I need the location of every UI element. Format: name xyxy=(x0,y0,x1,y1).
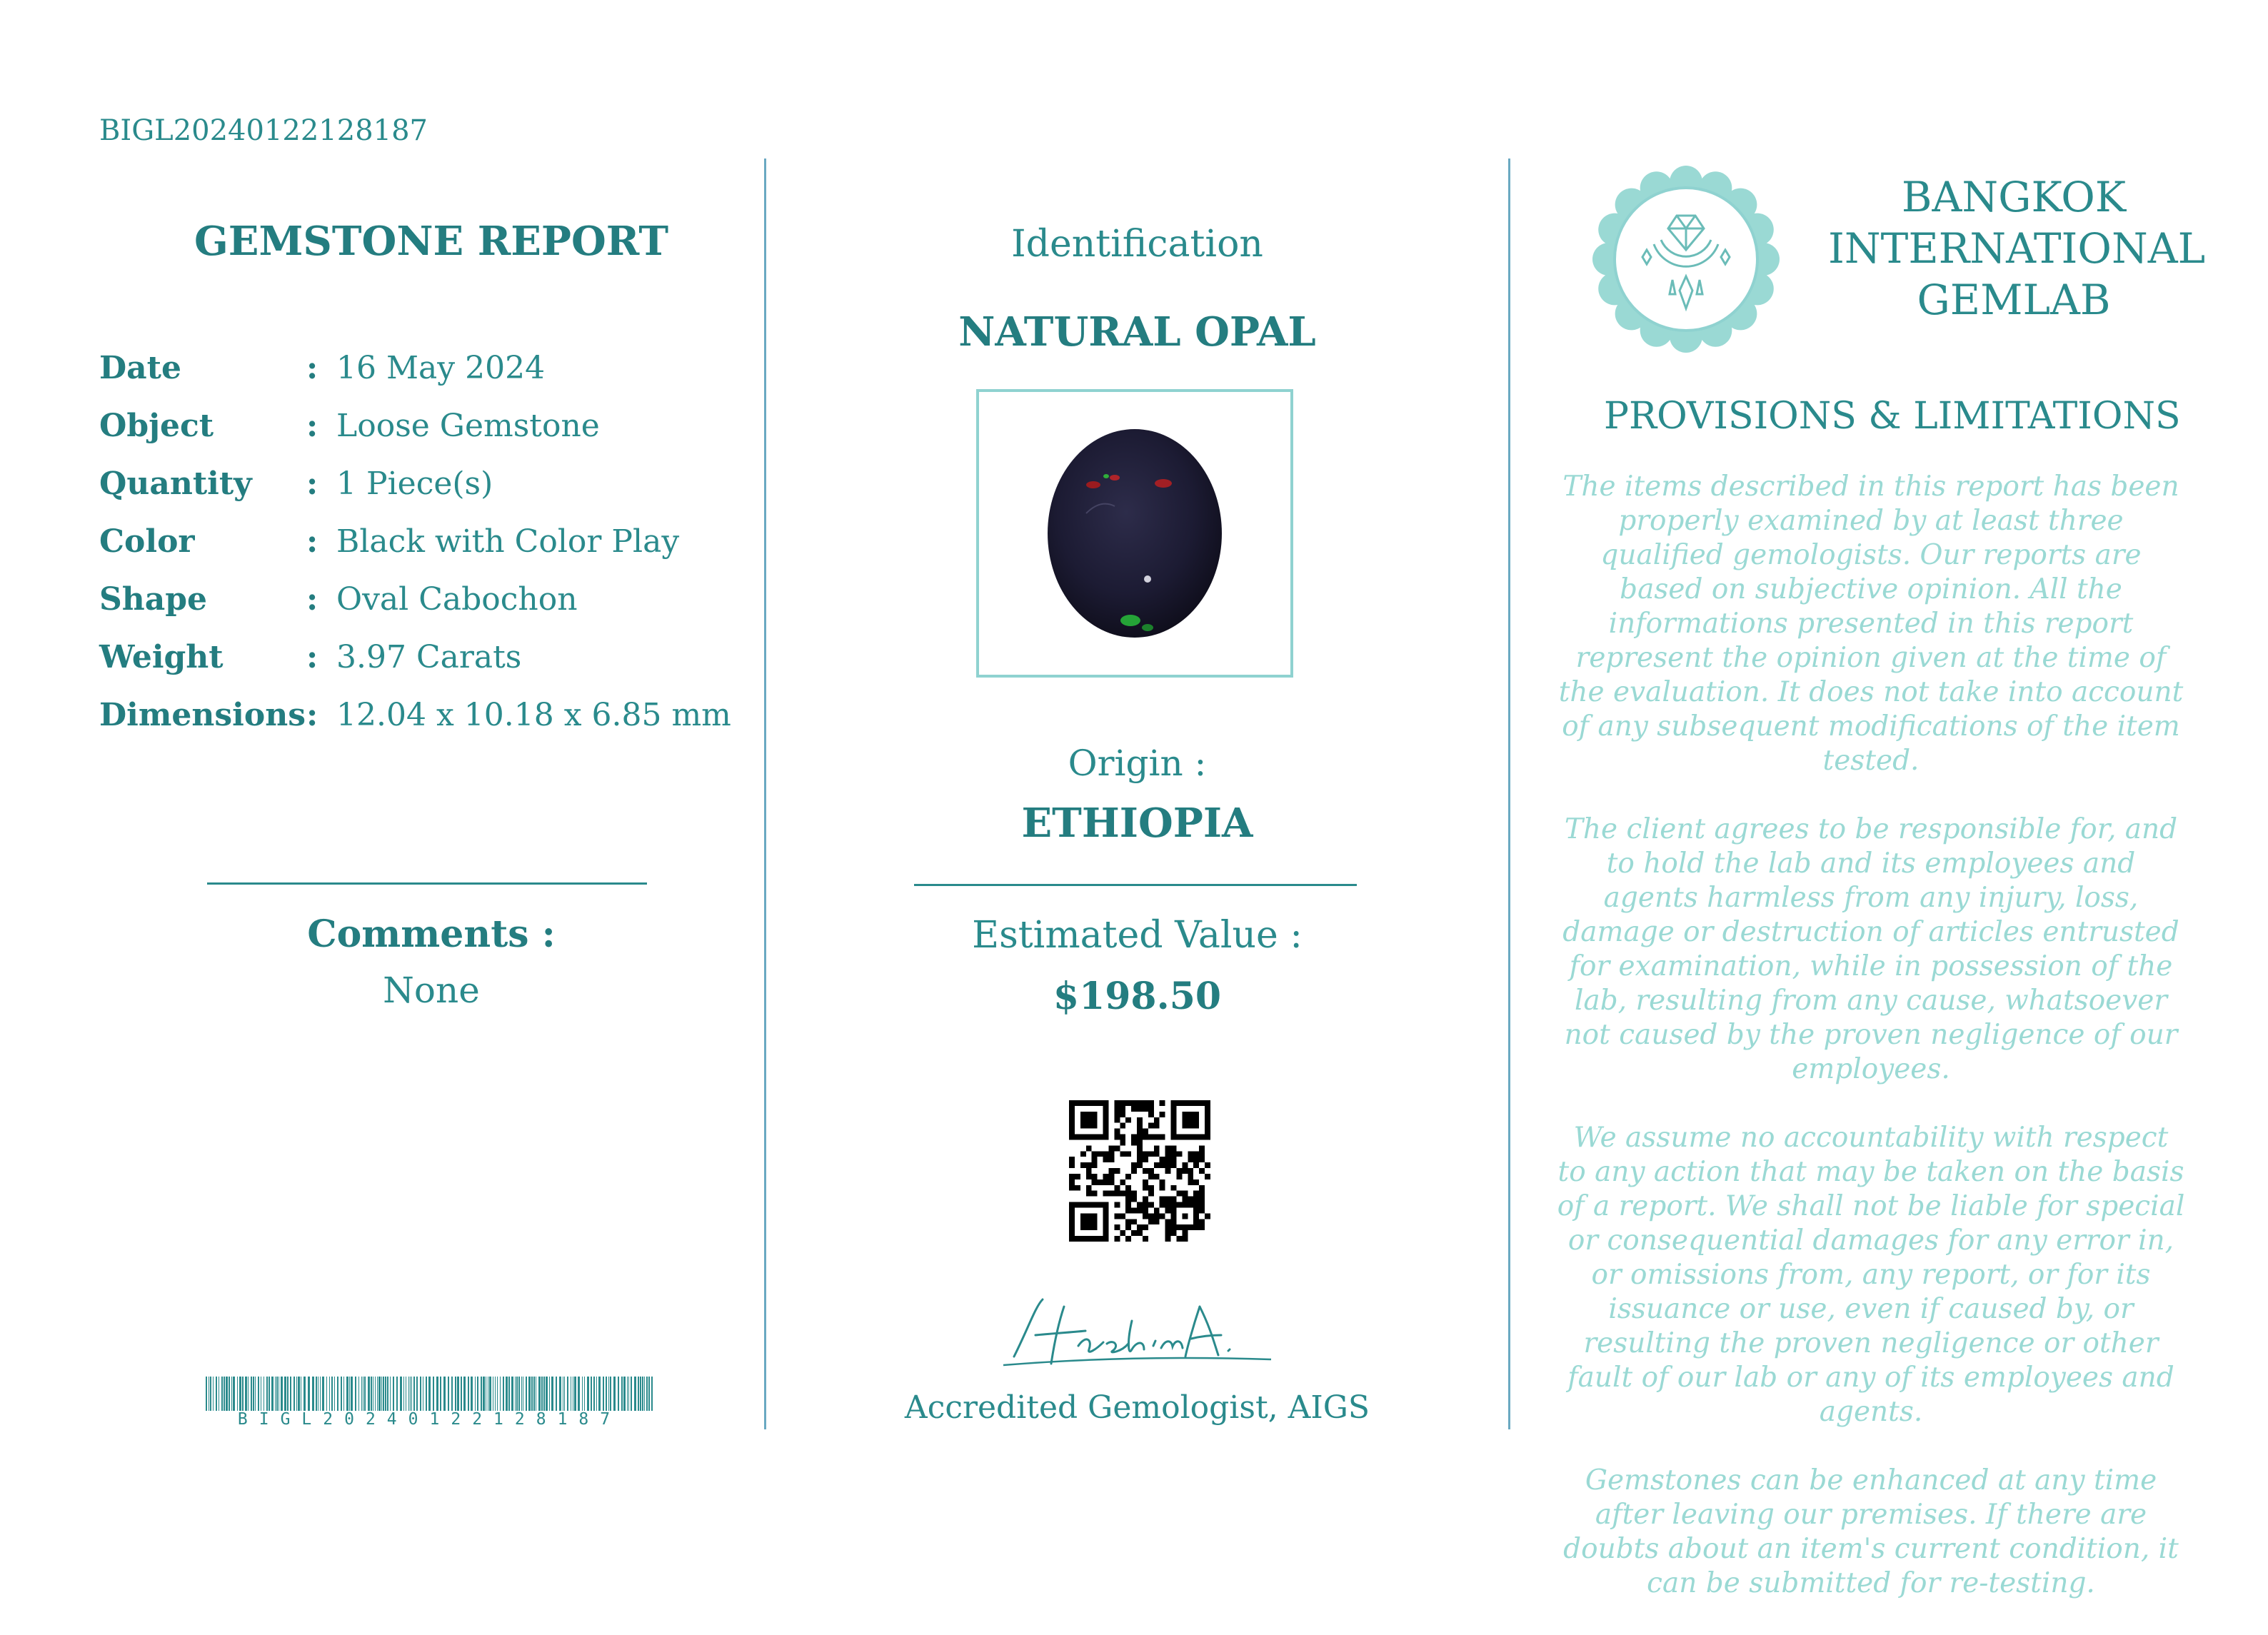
origin-label: Origin : xyxy=(1068,743,1207,784)
lab-name-line: INTERNATIONAL xyxy=(1828,224,2206,273)
field-value: Oval Cabochon xyxy=(336,581,578,618)
estimated-value: $198.50 xyxy=(1053,975,1222,1018)
field-value: 16 May 2024 xyxy=(336,350,546,386)
field-separator: : xyxy=(306,466,318,502)
field-row-date xyxy=(99,339,731,397)
provisions-paragraph: The client agrees to be responsible for, and to hold the lab and its employees and agents harmless from any injury, loss, damage or destruction of articles entrusted for examination, while in possession of the lab, resulting from any cause, whatsoever not caused by the proven negligence of our employees. xyxy=(1562,813,2179,1085)
barcode xyxy=(206,1377,653,1411)
gemstone-photo-frame xyxy=(976,389,1293,678)
field-label: Dimensions xyxy=(99,697,306,733)
identification-value: NATURAL OPAL xyxy=(958,308,1316,356)
details-list xyxy=(99,339,731,744)
field-separator: : xyxy=(306,523,318,560)
origin-value: ETHIOPIA xyxy=(1021,800,1253,847)
lab-name-line: GEMLAB xyxy=(1917,276,2111,324)
provisions-text xyxy=(1557,470,2185,1635)
field-separator: : xyxy=(306,581,318,618)
field-separator: : xyxy=(306,350,318,386)
field-row-dimensions xyxy=(99,686,731,744)
lab-name xyxy=(1828,171,2206,326)
identification-label: Identification xyxy=(1011,223,1263,266)
report-title: GEMSTONE REPORT xyxy=(194,218,669,265)
estimated-value-label: Estimated Value : xyxy=(972,914,1303,957)
field-label: Quantity xyxy=(99,466,252,502)
field-row-color xyxy=(99,513,731,570)
comments-divider xyxy=(207,882,647,885)
field-row-quantity xyxy=(99,455,731,513)
provisions-title: PROVISIONS & LIMITATIONS xyxy=(1604,395,2181,438)
field-separator: : xyxy=(306,697,318,733)
field-label: Color xyxy=(99,523,195,560)
field-value: 12.04 x 10.18 x 6.85 mm xyxy=(336,697,731,733)
signature xyxy=(985,1278,1285,1378)
lab-seal-icon xyxy=(1592,166,1780,353)
report-number: BIGL20240122128187 xyxy=(99,114,428,147)
gemstone-photo xyxy=(979,392,1290,675)
value-divider xyxy=(914,884,1357,886)
comments-label: Comments : xyxy=(307,912,556,956)
column-divider-right xyxy=(1508,159,1510,1429)
provisions-paragraph: The items described in this report has been properly examined by at least three qualified gemologists. Our reports are based on subjective opinion. All the informations presented in this report represent the opinion given at the time of the evaluation. It does not take into account of any subsequent modifications of the item tested. xyxy=(1558,471,2184,777)
lab-name-line: BANGKOK xyxy=(1901,173,2127,221)
field-value: 1 Piece(s) xyxy=(336,466,493,502)
provisions-paragraph: Gemstones can be enhanced at any time after leaving our premises. If there are doubts about an item's current condition, it can be submitted for re-testing. xyxy=(1563,1464,2179,1599)
field-row-shape xyxy=(99,570,731,628)
provisions-paragraph: We assume no accountability with respect to any action that may be taken on the basis of a report. We shall not be liable for special or consequential damages for any error in, or omissions from, any report, or for its issuance or use, even if caused by, or resulting the proven negligence or other fault of our lab or any of its employees and agents. xyxy=(1557,1122,2185,1428)
gemologist-title: Accredited Gemologist, AIGS xyxy=(904,1389,1370,1426)
field-row-object xyxy=(99,397,731,455)
field-label: Date xyxy=(99,350,181,386)
qr-code xyxy=(1069,1100,1210,1242)
field-label: Object xyxy=(99,408,214,444)
field-label: Shape xyxy=(99,581,208,618)
comments-value: None xyxy=(383,970,480,1011)
barcode-text: BIGL20240122128187 xyxy=(237,1410,622,1429)
field-separator: : xyxy=(306,639,318,675)
field-row-weight xyxy=(99,628,731,686)
field-label: Weight xyxy=(99,639,224,675)
field-value: Loose Gemstone xyxy=(336,408,600,444)
field-value: 3.97 Carats xyxy=(336,639,522,675)
field-value: Black with Color Play xyxy=(336,523,680,560)
field-separator: : xyxy=(306,408,318,444)
